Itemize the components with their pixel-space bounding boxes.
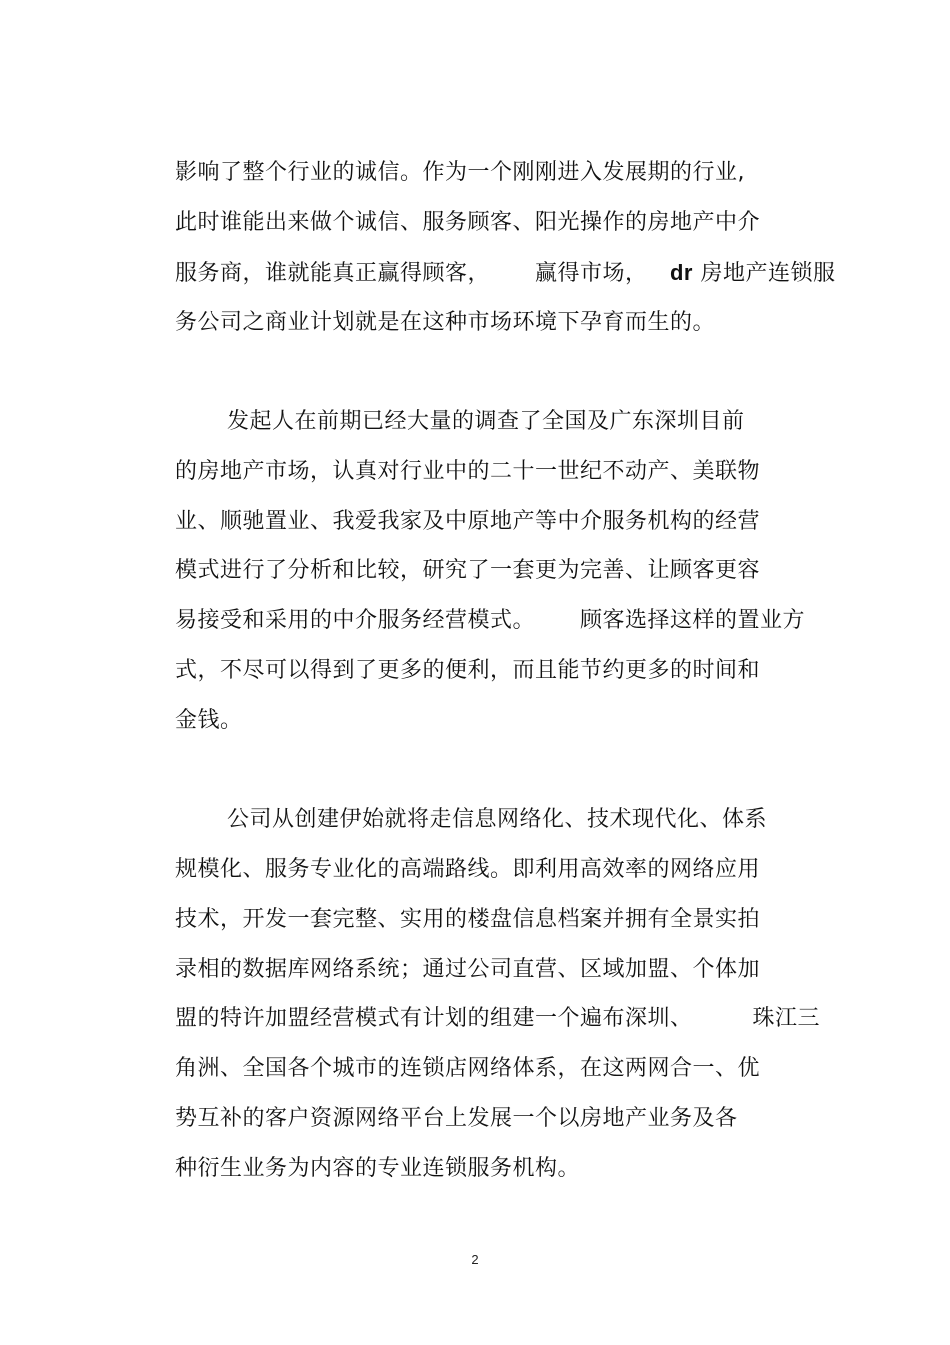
text-segment: 此时谁能出来做个诚信、服务顾客、阳光操作的房地产中介 — [174, 210, 760, 235]
text-segment: 易接受和采用的中介服务经营模式。 — [174, 608, 535, 633]
text-segment: 模式进行了分析和比较，研究了一套更为完善、让顾客更容 — [174, 558, 760, 583]
text-segment: 式，不尽可以得到了更多的便利，而且能节约更多的时间和 — [174, 658, 760, 683]
text-segment: 技术，开发一套完整、实用的楼盘信息档案并拥有全景实拍 — [174, 907, 760, 932]
text-segment: 的房地产市场，认真对行业中的二十一世纪不动产、美联物 — [174, 459, 760, 484]
paragraph-1-line-4 — [145, 278, 715, 368]
text-segment: 发起人在前期已经大量的调查了全国及广东深圳目前 — [226, 409, 745, 434]
text-segment: 影响了整个行业的诚信。作为一个刚刚进入发展期的行业, — [174, 160, 745, 185]
bold-text-segment: dr — [669, 260, 693, 285]
text-segment: 顾客选择这样的置业方 — [579, 608, 805, 633]
text-segment: 盟的特许加盟经营模式有计划的组建一个遍布深圳、 — [174, 1006, 693, 1031]
text-segment: 房地产连锁服 — [692, 261, 836, 286]
text-segment: 服务商，谁就能真正赢得顾客， — [174, 261, 490, 286]
text-segment: 金钱。 — [174, 708, 243, 733]
text-segment: 赢得市场， — [534, 261, 648, 286]
text-segment: 角洲、全国各个城市的连锁店网络体系，在这两网合一、优 — [174, 1056, 760, 1081]
text-segment: 公司从创建伊始就将走信息网络化、技术现代化、体系 — [226, 807, 767, 832]
text-segment: 务公司之商业计划就是在这种市场环境下孕育而生的。 — [174, 310, 715, 335]
paragraph-3-line-8 — [145, 1124, 580, 1214]
text-segment: 业、顺驰置业、我爱我家及中原地产等中介服务机构的经营 — [174, 509, 760, 534]
text-segment: 势互补的客户资源网络平台上发展一个以房地产业务及各 — [174, 1106, 738, 1131]
text-segment: 种衍生业务为内容的专业连锁服务机构。 — [174, 1156, 580, 1181]
text-segment: 录相的数据库网络系统；通过公司直营、区域加盟、个体加 — [174, 957, 760, 982]
text-segment: 珠江三 — [752, 1006, 820, 1031]
paragraph-2-line-7 — [145, 676, 243, 766]
page-number: 2 — [471, 1252, 479, 1267]
text-segment: 规模化、服务专业化的高端路线。即利用高效率的网络应用 — [174, 857, 760, 882]
